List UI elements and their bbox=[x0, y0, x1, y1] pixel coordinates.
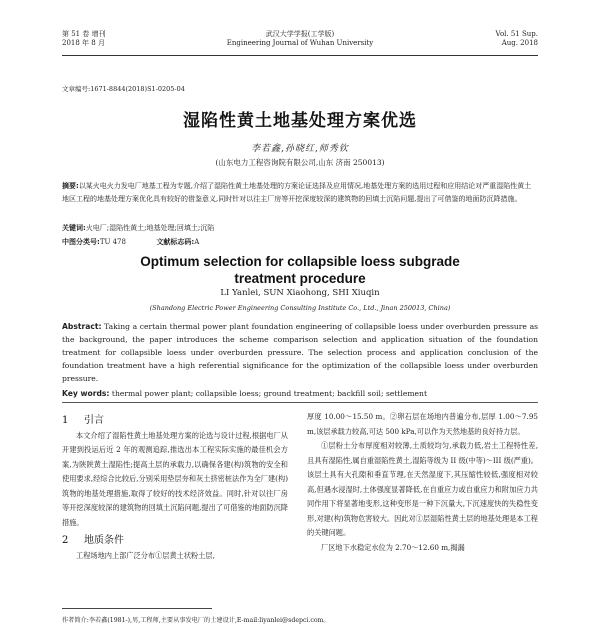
right-col-paragraph-1: 厚度 10.00～15.50 m。②卵石层在场地内普遍分布,层厚 1.00～7.95 m,该层承载力较高,可达 500 kPa,可以作为天然地基的良好持力层。 bbox=[307, 412, 538, 436]
authors-en: LI Yanlei, SUN Xiaohong, SHI Xiuqin bbox=[220, 288, 380, 298]
affiliation-en: (Shandong Electric Power Engineering Consulting Institute Co., Ltd., Jinan 250013, China) bbox=[149, 304, 451, 312]
header-volume-line: 第 51 卷 增刊 bbox=[62, 30, 106, 38]
affiliation-cn: (山东电力工程咨询院有限公司,山东 济南 250013) bbox=[215, 158, 385, 167]
section-1-title: 引言 bbox=[84, 415, 104, 426]
header-vol-en bbox=[438, 30, 538, 48]
clc-label: 中图分类号: bbox=[62, 238, 100, 246]
author-footnote: 作者简介:李若鑫(1981-),男,工程师,主要从事发电厂的土建设计,E-mail:liyanlei@sdepci.com。 bbox=[62, 617, 330, 624]
classification-cn bbox=[62, 236, 538, 249]
doc-code-value: A bbox=[194, 238, 200, 246]
abstract-en-text: Taking a certain thermal power plant foundation engineering of collapsible loess under overburden pressure as the background, the paper introduces the scheme comparison selection and application situation of the foundation treatment for collapsible loess under overburden pressure. The selection process and application conclusion of the foundation treatment have a high referential significance for the optimization of the collapsible loess under overburden pressure. bbox=[62, 322, 538, 383]
section-1-heading bbox=[62, 414, 288, 429]
abstract-en-label: Abstract: bbox=[62, 322, 102, 331]
keywords-en-text: thermal power plant; collapsible loess; ground treatment; backfill soil; settlement bbox=[111, 389, 427, 398]
abstract-en bbox=[62, 320, 538, 385]
keywords-cn-text: 火电厂;湿陷性黄土;地基处理;回填土;沉陷 bbox=[85, 224, 215, 232]
section-2-heading bbox=[62, 534, 288, 549]
right-column bbox=[307, 410, 538, 555]
keywords-en bbox=[62, 387, 538, 400]
journal-name-cn: 武汉大学学报(工学版) bbox=[265, 30, 335, 38]
paper-title-en-line2: treatment procedure bbox=[234, 271, 366, 286]
keywords-cn bbox=[62, 222, 538, 235]
journal-name-en: Engineering Journal of Wuhan University bbox=[226, 39, 374, 47]
right-col-paragraph-3: 厂区地下水稳定水位为 2.70～12.60 m,揭漏 bbox=[321, 542, 465, 552]
header-volume bbox=[62, 30, 106, 48]
header-date-en-line: Aug. 2018 bbox=[501, 39, 538, 47]
section-1-paragraph: 本文介绍了湿陷性黄土地基处理方案的论选与设计过程,根据电厂从开建到投运后近 2 年的观测追踪,推选出本工程实际实施的最佳机会方案,为陕陕黄土湿陷性;提高土层的承载力,以确保各建(构)筑物的安全和使用要求,经综合比较后,分别采用垫层夯和灰土挤密桩法作为全厂建(构)筑物的地基处理措施,取得了较好的技术经济效益。同时,针对以往厂房等开挖深度较深的建筑物的回填土沉陷问题,提出了可借鉴的地面防沉降措施。 bbox=[62, 430, 288, 527]
section-2-paragraph: 工程场地内上部广泛分布①层黄土状粉土层, bbox=[76, 550, 215, 560]
abstract-cn-text: 以某火电火力发电厂地基工程为专题,介绍了湿陷性黄土地基处理的方案论证选择及应用情况,地基处理方案的选用过程和应用结论对严重湿陷性黄土地区工程的地基处理方案优化具有较好的借鉴意义,同时针对以往主厂房等开挖深度较深的建筑物的回填土沉陷问题,提出了可借鉴的地面防沉降措施。 bbox=[62, 182, 532, 203]
paper-title-cn: 湿陷性黄土地基处理方案优选 bbox=[183, 111, 417, 131]
section-1-number: 1 bbox=[62, 415, 69, 426]
header-vol-en-line: Vol. 51 Sup. bbox=[495, 30, 538, 38]
right-col-paragraph-2: ①层粉土分布厚度相对较薄,土质较均匀,承载力低,岩土工程特性差,且具有湿陷性,属自重湿陷性黄土,湿陷等级为 II 级(中等)～III 级(严重)。该层土具有大孔隙和垂直节理,在天然湿度下,其压缩性较低,强度相对较高,但遇水浸湿时,土体强度显著降低,在自重应力或自重应力和附加应力共同作用下将显著地变形,这种变形是一种下沉量大,下沉速度快的失稳性变形,对建(构)筑物危害较大。因此对①层湿陷性黄土层的地基处理是本工程的关键问题。 bbox=[307, 441, 538, 537]
abstract-cn bbox=[62, 180, 538, 206]
abstract-cn-label: 摘要: bbox=[62, 182, 79, 190]
section-1 bbox=[62, 414, 288, 563]
section-2-number: 2 bbox=[62, 535, 69, 546]
section-2-title: 地质条件 bbox=[84, 535, 124, 546]
clc-value: TU 478 bbox=[99, 238, 126, 246]
header-journal bbox=[150, 30, 450, 48]
paper-title-en-line1: Optimum selection for collapsible loess subgrade bbox=[140, 254, 460, 269]
header-rule bbox=[62, 55, 538, 56]
article-number: 文章编号:1671-8844(2018)S1-0205-04 bbox=[62, 85, 185, 93]
abstract-rule bbox=[62, 402, 538, 403]
header-date-line: 2018 年 8 月 bbox=[62, 39, 105, 47]
keywords-en-label: Key words: bbox=[62, 389, 110, 398]
footnote-rule bbox=[62, 608, 212, 609]
keywords-cn-label: 关键词: bbox=[62, 224, 86, 232]
authors-cn: 李若鑫,孙晓红,师秀钦 bbox=[251, 144, 349, 154]
doc-code-label: 文献标志码: bbox=[156, 238, 195, 246]
